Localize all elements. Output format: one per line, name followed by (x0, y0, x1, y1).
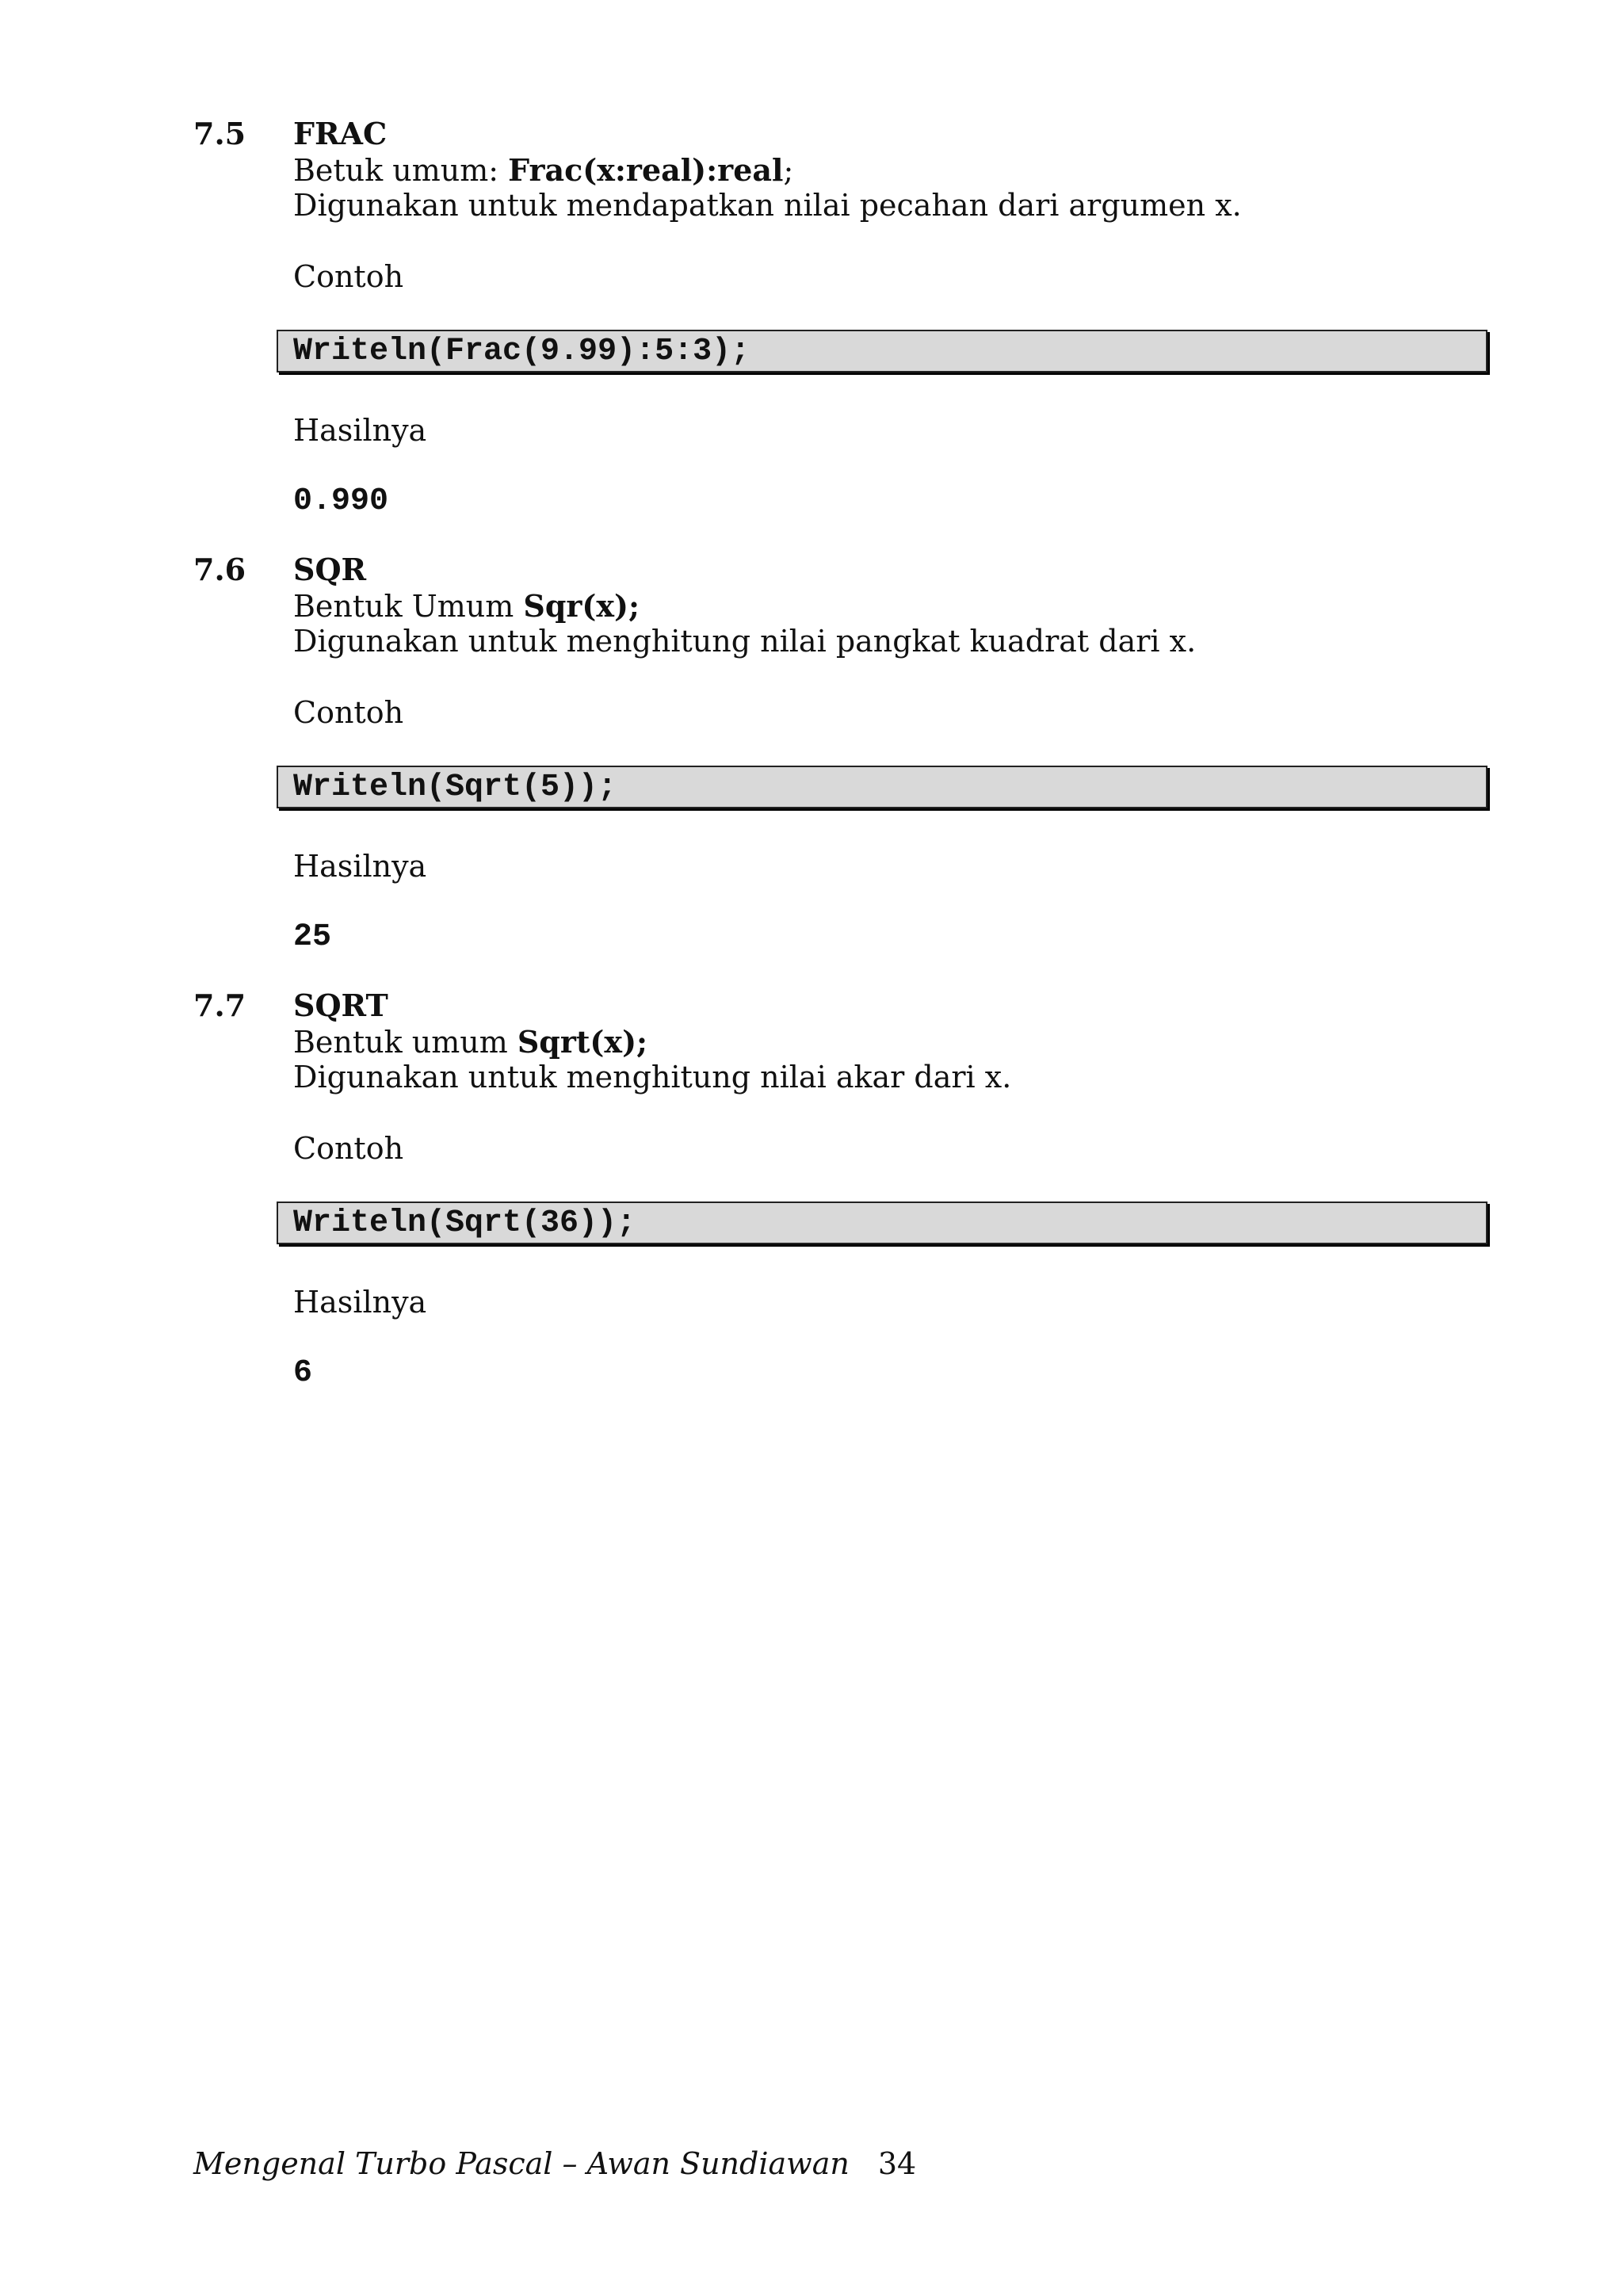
general-form-prefix: Bentuk Umum (293, 589, 524, 624)
section-number: 7.5 (193, 116, 246, 151)
general-form-prefix: Betuk umum: (293, 153, 509, 188)
general-form (293, 588, 640, 625)
example-label: Contoh (293, 1131, 404, 1166)
general-form (293, 152, 793, 189)
code-snippet: Writeln(Frac(9.99):5:3); (293, 334, 750, 369)
general-form-prefix: Bentuk umum (293, 1025, 517, 1060)
description: Digunakan untuk menghitung nilai pangkat kuadrat dari x. (293, 624, 1197, 659)
result-value: 6 (293, 1355, 313, 1391)
code-box (277, 330, 1487, 372)
result-value: 25 (293, 919, 332, 955)
page-number: 34 (877, 2146, 917, 2181)
code-snippet: Writeln(Sqrt(36)); (293, 1205, 636, 1241)
result-label: Hasilnya (293, 849, 427, 884)
result-label: Hasilnya (293, 1285, 427, 1320)
general-form (293, 1024, 647, 1060)
description: Digunakan untuk menghitung nilai akar dari x. (293, 1060, 1012, 1095)
section-title: SQRT (293, 988, 388, 1023)
section-number: 7.7 (193, 988, 246, 1023)
code-box (277, 1201, 1487, 1244)
code-snippet: Writeln(Sqrt(5)); (293, 770, 617, 805)
general-form-suffix: ; (783, 153, 794, 188)
code-box (277, 766, 1487, 808)
example-label: Contoh (293, 259, 404, 294)
example-label: Contoh (293, 695, 404, 730)
section-title: SQR (293, 552, 367, 587)
general-form-signature: Sqr(x); (523, 588, 640, 624)
description: Digunakan untuk mendapatkan nilai pecahan dari argumen x. (293, 188, 1242, 223)
general-form-signature: Sqrt(x); (517, 1024, 648, 1060)
footer-title: Mengenal Turbo Pascal – Awan Sundiawan (193, 2146, 850, 2181)
result-value: 0.990 (293, 483, 389, 519)
general-form-signature: Frac(x:real):real (508, 152, 784, 188)
section-number: 7.6 (193, 552, 246, 587)
result-label: Hasilnya (293, 413, 427, 448)
page-footer (193, 2145, 916, 2182)
section-title: FRAC (293, 116, 388, 151)
